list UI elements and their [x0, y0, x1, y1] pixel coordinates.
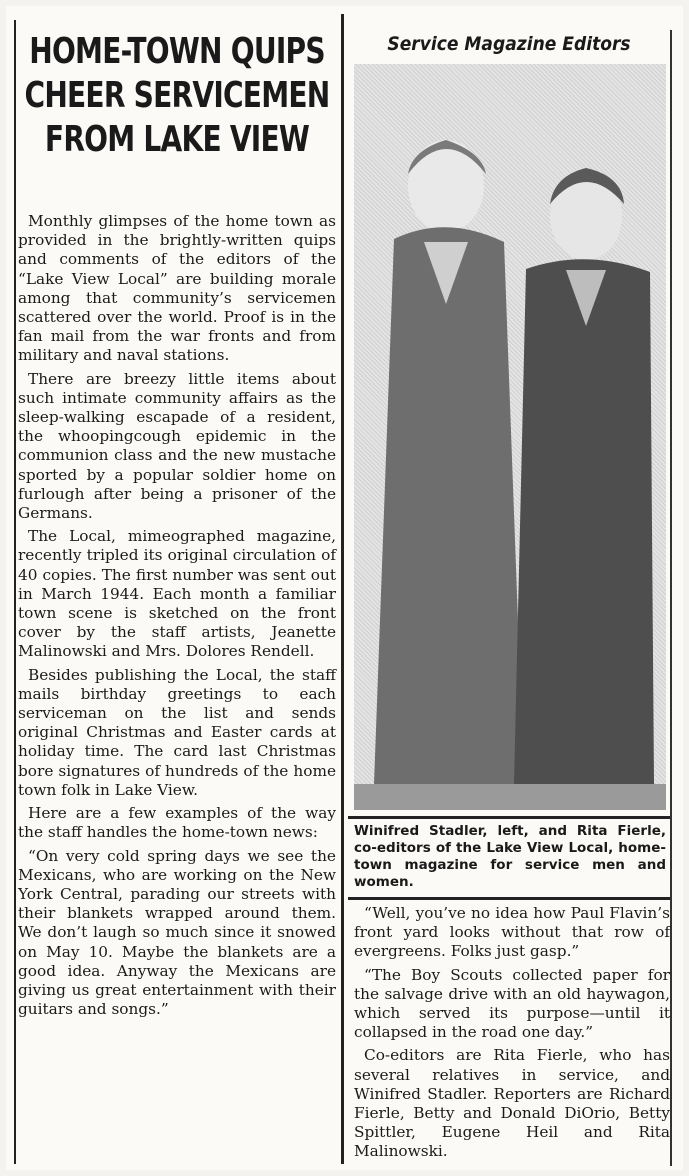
article-paragraph: Besides publishing the Local, the staff mails birthday greetings to each serviceman on the list and sends original Christmas and Easter cards at holiday time. The card last Christmas bore signatures of hundreds of the home town folk in Lake View.	[18, 665, 336, 799]
article-paragraph: Co-editors are Rita Fierle, who has several relatives in service, and Winifred Stadler. Reporters are Richard Fierle, Betty and Donald DiOrio, Betty Spittler, Eugene Heil and Rita Malinowski.	[354, 1046, 670, 1161]
article-body	[18, 212, 336, 1019]
photo-title: Service Magazine Editors	[387, 33, 631, 55]
photo-caption: Winifred Stadler, left, and Rita Fierle, co-editors of the Lake View Local, home-town magazine for service men and women.	[354, 823, 666, 890]
article-paragraph: “On very cold spring days we see the Mexicans, who are working on the New York Central, parading our streets with their blankets wrapped around them. We don’t laugh so much since it snowed on May 10. Maybe the blankets are a good idea. Anyway the Mexicans are giving us great entertainment with their guitars and songs.”	[18, 846, 336, 1019]
editors-photo	[354, 64, 666, 810]
caption-rule-top	[348, 816, 670, 819]
article-paragraph: “The Boy Scouts collected paper for the salvage drive with an old haywagon, which served its purpose—until it collapsed in the road one day.”	[354, 965, 670, 1042]
headline-line-2: CHEER SERVICEMEN	[24, 75, 330, 116]
headline-line-3: FROM LAKE VIEW	[44, 119, 310, 160]
article-paragraph: Here are a few examples of the way the staff handles the home-town news:	[18, 804, 336, 842]
photo-column	[348, 30, 670, 1166]
column-divider	[341, 14, 344, 1164]
headline-line-1: HOME-TOWN QUIPS	[29, 31, 325, 72]
right-editor-coat	[514, 259, 654, 784]
left-editor-coat	[374, 227, 524, 784]
article-continuation	[354, 904, 670, 1162]
right-column-rule	[670, 30, 672, 1166]
left-column-rule	[14, 20, 16, 1164]
headline	[18, 30, 336, 212]
article-column	[18, 30, 336, 1023]
article-paragraph: Monthly glimpses of the home town as provided in the brightly-written quips and comments of the editors of the “Lake View Local” are building morale among that community’s servicemen scattered over the world. Proof is in the fan mail from the war fronts and from military and naval stations.	[18, 212, 336, 365]
caption-rule-bottom	[348, 897, 670, 900]
editors-photo-illustration	[354, 64, 666, 810]
article-paragraph: There are breezy little items about such intimate community affairs as the sleep-walking escapade of a resident, the whoopingcough epidemic in the communion class and the new mustache sported by a popular soldier home on furlough after being a prisoner of the Germans.	[18, 369, 336, 523]
article-paragraph: “Well, you’ve no idea how Paul Flavin’s front yard looks without that row of evergreens. Folks just gasp.”	[354, 904, 670, 961]
photo-floor	[354, 784, 666, 810]
article-paragraph: The Local, mimeographed magazine, recently tripled its original circulation of 40 copies. The first number was sent out in March 1944. Each month a familiar town scene is sketched on the front cover by the staff artists, Jeanette Malinowski and Mrs. Dolores Rendell.	[18, 527, 336, 661]
